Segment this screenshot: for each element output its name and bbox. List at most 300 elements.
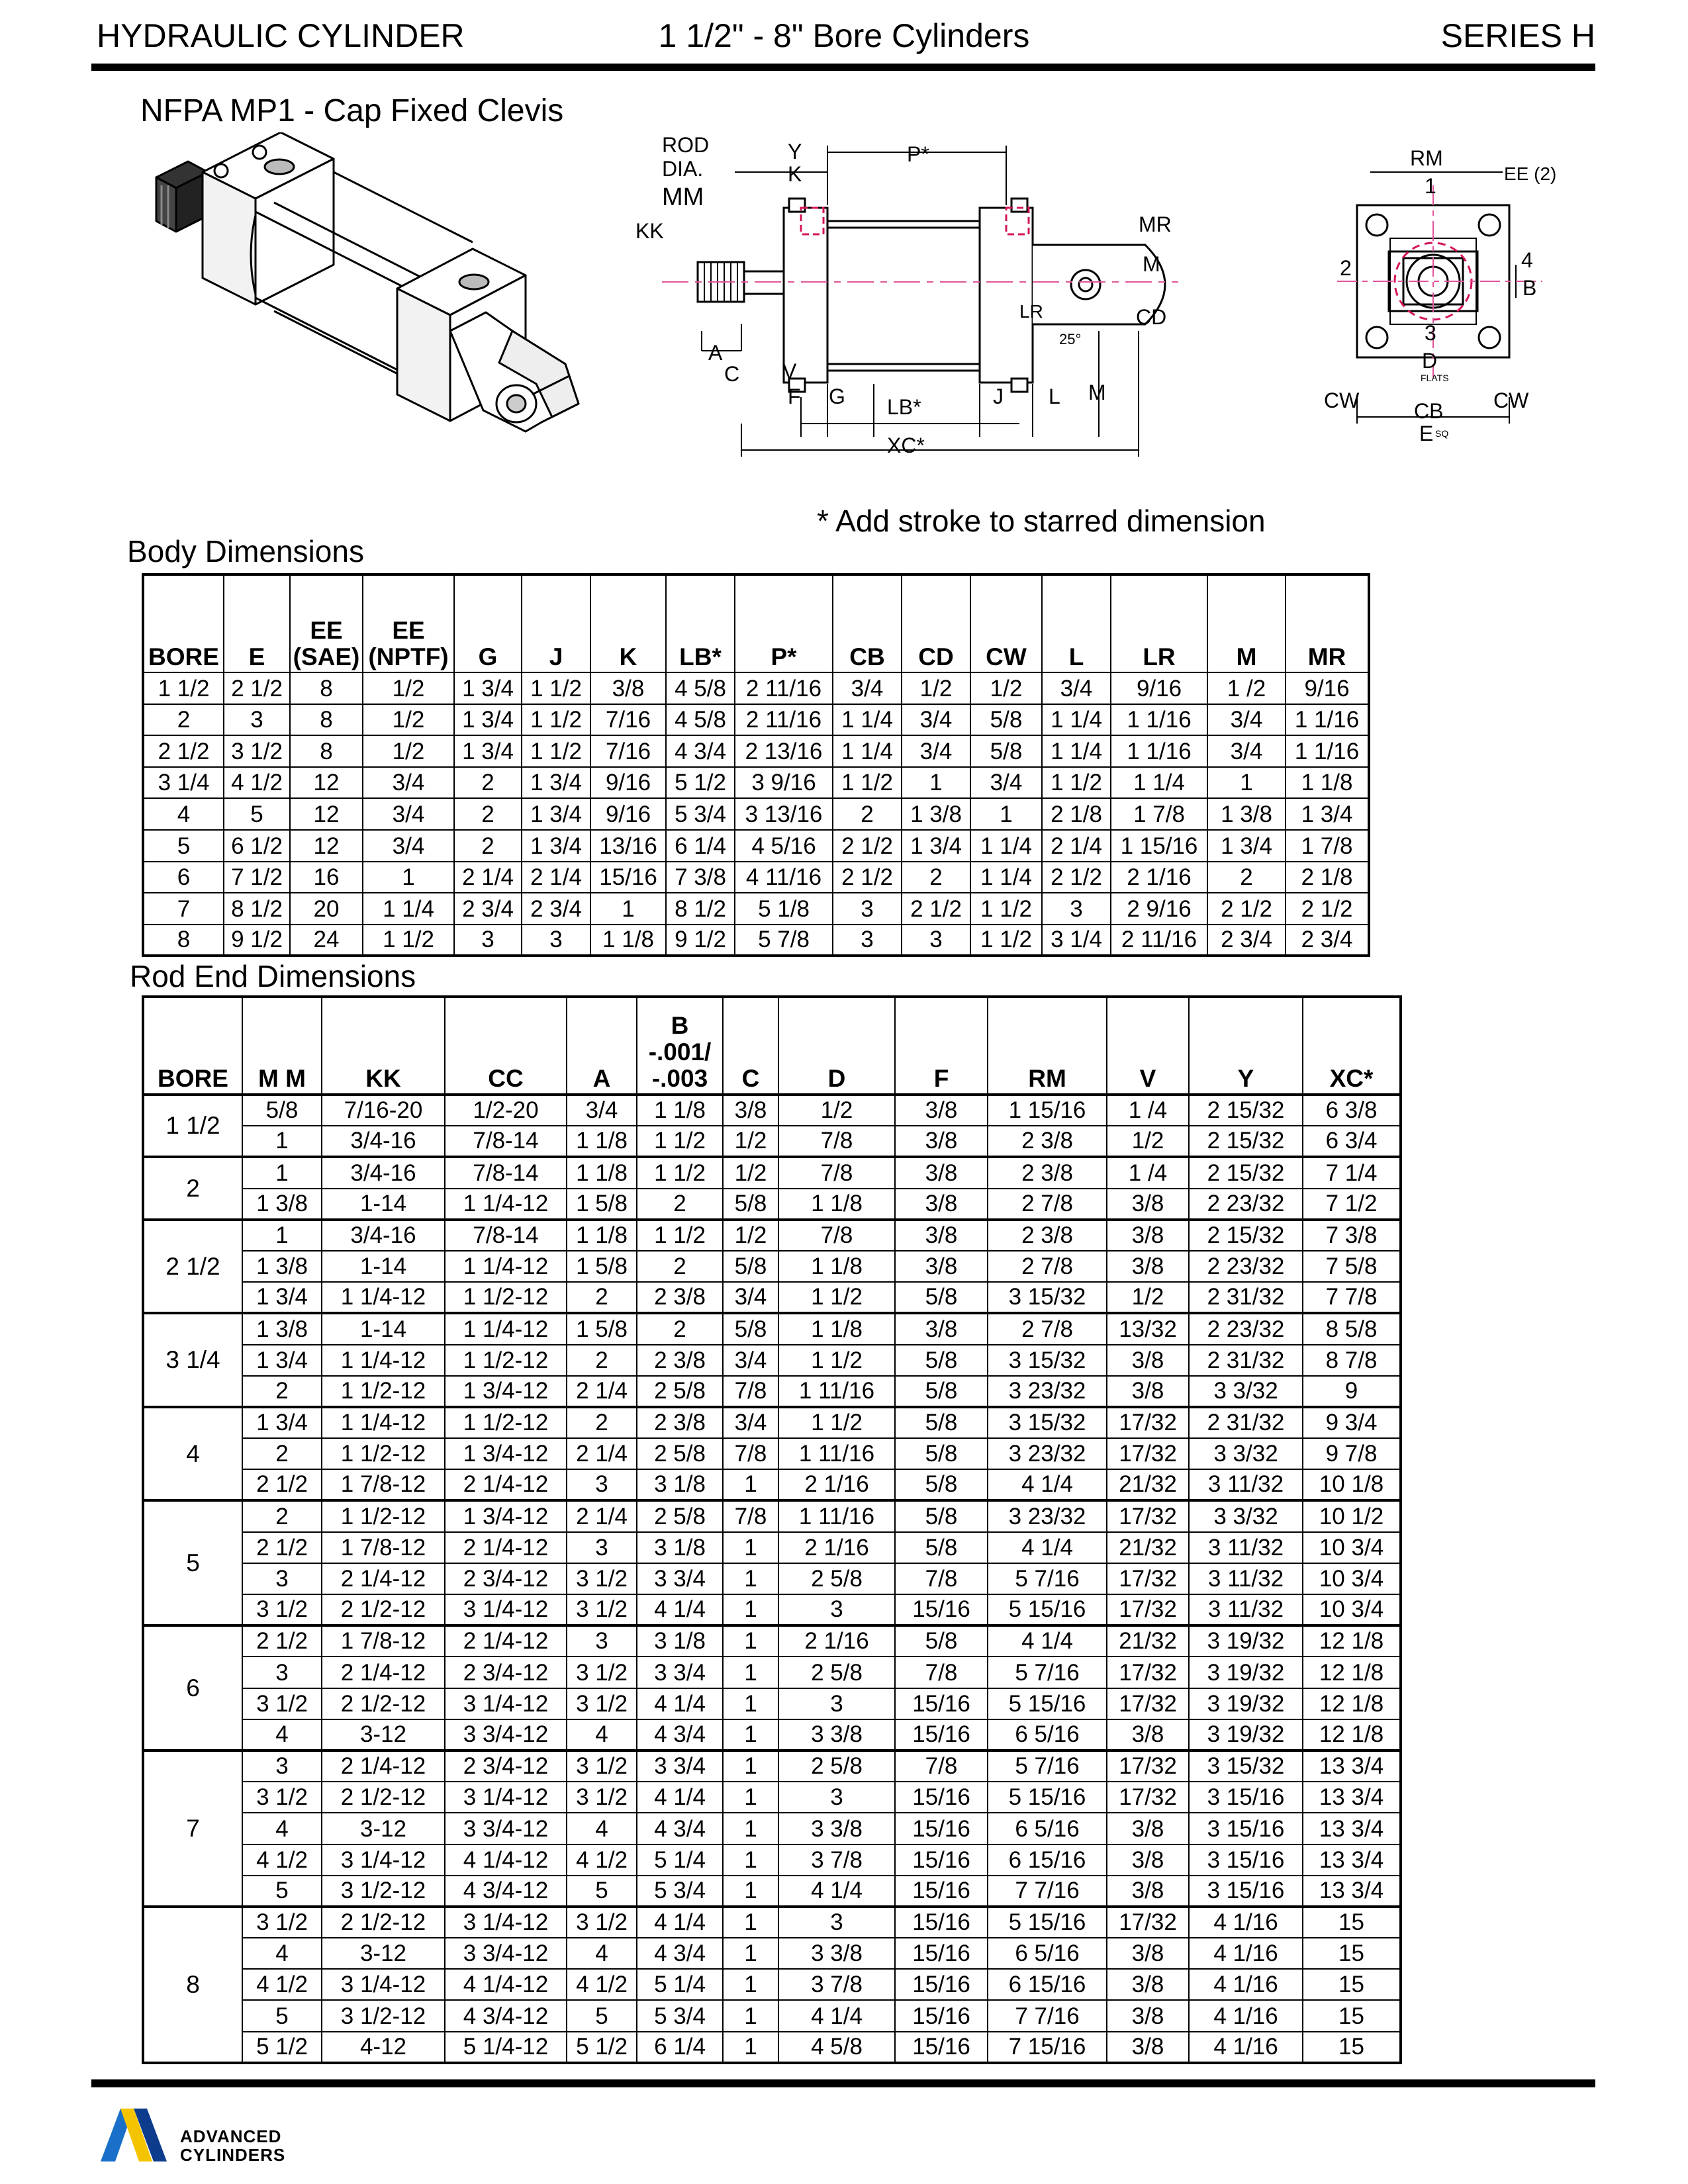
rod-value-cell: 1	[242, 1157, 322, 1188]
side-view-dimension-drawing	[635, 132, 1397, 463]
rod-table-row	[143, 1688, 1401, 1719]
rod-value-cell: 5 1/4	[637, 1969, 723, 2000]
label-v: V	[782, 359, 797, 383]
rod-value-cell: 2 1/4-12	[445, 1469, 567, 1500]
rod-value-cell: 3 3/32	[1189, 1500, 1303, 1531]
body-value-cell: 5/8	[970, 735, 1042, 767]
rod-table-row	[143, 1813, 1401, 1844]
rod-value-cell: 4	[567, 1938, 637, 1969]
body-value-cell: 1 1/2	[363, 925, 454, 956]
rod-value-cell: 2 1/2-12	[322, 1688, 445, 1719]
rod-value-cell: 5 3/4	[637, 1876, 723, 1907]
body-value-cell: 3/4	[1042, 672, 1111, 704]
body-col-header: G	[454, 574, 522, 672]
body-value-cell: 3 1/4	[1042, 925, 1111, 956]
end-label-1: 1	[1425, 174, 1436, 198]
rod-value-cell: 3 1/2	[567, 1657, 637, 1688]
body-value-cell: 1 1/4	[970, 830, 1042, 862]
body-value-cell: 3 1/2	[224, 735, 290, 767]
rod-value-cell: 5 15/16	[988, 1594, 1107, 1625]
body-table-row	[143, 767, 1369, 799]
body-value-cell: 1 1/4	[1042, 704, 1111, 736]
body-value-cell: 1 3/4	[454, 672, 522, 704]
rod-value-cell: 1	[723, 1907, 778, 1938]
rod-table-row	[143, 1095, 1401, 1126]
rod-value-cell: 3 1/2	[567, 1751, 637, 1782]
label-k: K	[788, 162, 802, 186]
rod-value-cell: 3/8	[1107, 1719, 1189, 1751]
rod-col-header: KK	[322, 997, 445, 1095]
label-c: C	[724, 362, 740, 386]
rod-value-cell: 2	[567, 1282, 637, 1313]
rod-value-cell: 1 1/2	[778, 1345, 895, 1376]
rod-value-cell: 6 3/4	[1303, 1126, 1401, 1157]
rod-value-cell: 2 1/4	[567, 1500, 637, 1531]
rod-value-cell: 3 1/8	[637, 1532, 723, 1563]
rod-value-cell: 3/8	[1107, 1189, 1189, 1220]
body-value-cell: 7 3/8	[666, 862, 735, 893]
rod-value-cell: 4 1/4-12	[445, 1844, 567, 1876]
body-value-cell: 3	[454, 925, 522, 956]
body-col-header: L	[1042, 574, 1111, 672]
rod-value-cell: 3/4	[723, 1345, 778, 1376]
rod-value-cell: 1	[723, 1938, 778, 1969]
rod-value-cell: 5/8	[895, 1345, 988, 1376]
rod-value-cell: 3/4-16	[322, 1220, 445, 1251]
body-value-cell: 2 3/4	[522, 893, 590, 925]
body-table-row	[143, 893, 1369, 925]
body-value-cell: 1 1/4	[1042, 735, 1111, 767]
rod-value-cell: 3 1/2	[567, 1688, 637, 1719]
rod-value-cell: 5/8	[242, 1095, 322, 1126]
rod-value-cell: 15/16	[895, 2000, 988, 2031]
rod-value-cell: 4	[242, 1938, 322, 1969]
body-value-cell: 1 7/8	[1286, 830, 1369, 862]
body-value-cell: 2 3/4	[454, 893, 522, 925]
rod-value-cell: 4 3/4-12	[445, 1876, 567, 1907]
body-value-cell: 16	[290, 862, 363, 893]
body-value-cell: 15/16	[590, 862, 666, 893]
rod-value-cell: 4 3/4-12	[445, 2000, 567, 2031]
rod-value-cell: 2 3/8	[988, 1126, 1107, 1157]
rod-value-cell: 13 3/4	[1303, 1876, 1401, 1907]
rod-value-cell: 3 1/4-12	[445, 1907, 567, 1938]
rod-value-cell: 2 1/2	[242, 1625, 322, 1657]
body-value-cell: 20	[290, 893, 363, 925]
rod-value-cell: 2	[242, 1438, 322, 1469]
rod-value-cell: 3 11/32	[1189, 1594, 1303, 1625]
rod-value-cell: 1-14	[322, 1313, 445, 1344]
rod-value-cell: 1 3/4-12	[445, 1500, 567, 1531]
body-value-cell: 1/2	[363, 672, 454, 704]
rod-value-cell: 1 1/2-12	[322, 1500, 445, 1531]
body-value-cell: 1	[902, 767, 970, 799]
body-col-header: CW	[970, 574, 1042, 672]
rod-value-cell: 1	[242, 1126, 322, 1157]
body-value-cell: 9/16	[1111, 672, 1207, 704]
rod-value-cell: 1 1/8	[778, 1251, 895, 1282]
body-value-cell: 2 1/8	[1042, 798, 1111, 830]
label-mr: MR	[1139, 212, 1172, 236]
body-value-cell: 3 13/16	[735, 798, 833, 830]
label-l: L	[1049, 385, 1060, 408]
rod-value-cell: 2 5/8	[637, 1500, 723, 1531]
rod-value-cell: 3 15/32	[988, 1345, 1107, 1376]
body-value-cell: 1 3/4	[522, 798, 590, 830]
rod-value-cell: 3 1/4-12	[322, 1969, 445, 2000]
rod-value-cell: 7 7/16	[988, 2000, 1107, 2031]
body-table-row	[143, 672, 1369, 704]
body-bore-cell: 3 1/4	[143, 767, 224, 799]
rod-value-cell: 5 7/16	[988, 1657, 1107, 1688]
rod-value-cell: 3-12	[322, 1938, 445, 1969]
rod-value-cell: 3 1/2-12	[322, 2000, 445, 2031]
rod-value-cell: 3/8	[895, 1251, 988, 1282]
rod-value-cell: 3 1/2	[242, 1907, 322, 1938]
rod-value-cell: 1 1/4-12	[322, 1407, 445, 1438]
rod-value-cell: 6 15/16	[988, 1969, 1107, 2000]
body-value-cell: 8 1/2	[666, 893, 735, 925]
body-value-cell: 1 1/4	[970, 862, 1042, 893]
rod-value-cell: 2 23/32	[1189, 1251, 1303, 1282]
body-value-cell: 4 1/2	[224, 767, 290, 799]
body-value-cell: 9 1/2	[666, 925, 735, 956]
rod-value-cell: 3/8	[895, 1189, 988, 1220]
rod-col-header: Y	[1189, 997, 1303, 1095]
body-value-cell: 5 1/2	[666, 767, 735, 799]
rod-value-cell: 15/16	[895, 1688, 988, 1719]
rod-value-cell: 2 1/4-12	[322, 1751, 445, 1782]
rod-value-cell: 5 3/4	[637, 2000, 723, 2031]
rod-value-cell: 1	[723, 1813, 778, 1844]
rod-value-cell: 17/32	[1107, 1407, 1189, 1438]
body-value-cell: 4 5/16	[735, 830, 833, 862]
rod-value-cell: 1 11/16	[778, 1500, 895, 1531]
rod-value-cell: 4 1/2	[567, 1844, 637, 1876]
rod-value-cell: 10 3/4	[1303, 1594, 1401, 1625]
rod-value-cell: 1 3/4-12	[445, 1438, 567, 1469]
footer-rule	[91, 2079, 1595, 2087]
rod-value-cell: 1 3/8	[242, 1313, 322, 1344]
rod-value-cell: 3 11/32	[1189, 1469, 1303, 1500]
body-value-cell: 1 1/2	[970, 925, 1042, 956]
body-col-header: CD	[902, 574, 970, 672]
body-value-cell: 1 3/4	[522, 830, 590, 862]
rod-value-cell: 1 11/16	[778, 1376, 895, 1407]
rod-value-cell: 6 5/16	[988, 1719, 1107, 1751]
rod-value-cell: 1/2	[723, 1157, 778, 1188]
rod-value-cell: 3/8	[1107, 1345, 1189, 1376]
body-value-cell: 1 1/2	[522, 704, 590, 736]
rod-value-cell: 9 7/8	[1303, 1438, 1401, 1469]
rod-value-cell: 7/8	[723, 1500, 778, 1531]
rod-bore-cell: 3 1/4	[143, 1313, 242, 1407]
isometric-cylinder-drawing	[142, 132, 625, 477]
rod-value-cell: 5/8	[895, 1532, 988, 1563]
rod-value-cell: 2 5/8	[637, 1376, 723, 1407]
body-value-cell: 1 1/2	[522, 672, 590, 704]
rod-value-cell: 10 1/8	[1303, 1469, 1401, 1500]
rod-value-cell: 2 1/2	[242, 1532, 322, 1563]
rod-value-cell: 1 1/2	[778, 1282, 895, 1313]
rod-value-cell: 15	[1303, 1907, 1401, 1938]
body-value-cell: 1 1/4	[1111, 767, 1207, 799]
rod-value-cell: 3	[778, 1907, 895, 1938]
rod-value-cell: 1 15/16	[988, 1095, 1107, 1126]
rod-value-cell: 4 1/4	[637, 1907, 723, 1938]
rod-value-cell: 2 5/8	[778, 1657, 895, 1688]
rod-value-cell: 1	[723, 1751, 778, 1782]
rod-value-cell: 3/8	[1107, 1251, 1189, 1282]
rod-value-cell: 2 15/32	[1189, 1095, 1303, 1126]
rod-value-cell: 1	[723, 1625, 778, 1657]
body-col-header: LR	[1111, 574, 1207, 672]
rod-value-cell: 21/32	[1107, 1625, 1189, 1657]
threaded-rod-end	[156, 161, 208, 232]
rod-value-cell: 2 1/4-12	[322, 1657, 445, 1688]
rod-value-cell: 2 31/32	[1189, 1407, 1303, 1438]
body-value-cell: 1/2	[363, 704, 454, 736]
rod-value-cell: 13/32	[1107, 1313, 1189, 1344]
body-value-cell: 2 11/16	[1111, 925, 1207, 956]
rod-value-cell: 5/8	[723, 1251, 778, 1282]
rod-value-cell: 2 3/4-12	[445, 1657, 567, 1688]
rod-value-cell: 5 7/16	[988, 1751, 1107, 1782]
body-value-cell: 2	[902, 862, 970, 893]
rod-value-cell: 3 1/4-12	[322, 1844, 445, 1876]
body-value-cell: 2 1/8	[1286, 862, 1369, 893]
rod-value-cell: 3	[242, 1657, 322, 1688]
rod-value-cell: 1	[723, 1469, 778, 1500]
body-value-cell: 1 1/16	[1111, 704, 1207, 736]
rod-value-cell: 2 3/8	[637, 1282, 723, 1313]
rod-table-row	[143, 1969, 1401, 2000]
rod-value-cell: 5 7/16	[988, 1563, 1107, 1594]
rod-table-row	[143, 1220, 1401, 1251]
rod-value-cell: 1 5/8	[567, 1189, 637, 1220]
rod-value-cell: 1 1/2	[637, 1126, 723, 1157]
rod-value-cell: 17/32	[1107, 1438, 1189, 1469]
rod-value-cell: 3/8	[1107, 1376, 1189, 1407]
body-col-header: MR	[1286, 574, 1369, 672]
rod-value-cell: 3 3/4-12	[445, 1938, 567, 1969]
rod-value-cell: 21/32	[1107, 1532, 1189, 1563]
body-value-cell: 1 1/2	[1042, 767, 1111, 799]
body-value-cell: 1 3/4	[1286, 798, 1369, 830]
rod-value-cell: 3 19/32	[1189, 1625, 1303, 1657]
rod-value-cell: 1	[242, 1220, 322, 1251]
body-value-cell: 2 11/16	[735, 672, 833, 704]
body-value-cell: 2 1/16	[1111, 862, 1207, 893]
body-value-cell: 3	[224, 704, 290, 736]
rod-bore-cell: 2	[143, 1157, 242, 1219]
rod-value-cell: 2	[242, 1500, 322, 1531]
rod-value-cell: 15/16	[895, 1969, 988, 2000]
body-col-header: J	[522, 574, 590, 672]
rod-table-row	[143, 1251, 1401, 1282]
rod-value-cell: 3/8	[1107, 1844, 1189, 1876]
rod-value-cell: 4-12	[322, 2032, 445, 2063]
rod-value-cell: 7 1/2	[1303, 1189, 1401, 1220]
rod-value-cell: 3 1/4-12	[445, 1688, 567, 1719]
rod-value-cell: 15	[1303, 2000, 1401, 2031]
rod-value-cell: 5/8	[895, 1282, 988, 1313]
rod-value-cell: 5/8	[895, 1469, 988, 1500]
rod-value-cell: 4 1/4	[988, 1532, 1107, 1563]
rod-end-dimensions-table	[142, 995, 1402, 2064]
rod-value-cell: 3 23/32	[988, 1376, 1107, 1407]
body-value-cell: 1 3/8	[1207, 798, 1286, 830]
body-value-cell: 8 1/2	[224, 893, 290, 925]
rod-value-cell: 5	[242, 1876, 322, 1907]
label-lb: LB*	[887, 395, 921, 419]
rod-value-cell: 2 1/2-12	[322, 1782, 445, 1813]
end-label-sq: SQ	[1435, 428, 1449, 439]
rod-value-cell: 1 1/4-12	[322, 1345, 445, 1376]
body-value-cell: 1	[970, 798, 1042, 830]
rod-table-row	[143, 1376, 1401, 1407]
rod-value-cell: 3 15/32	[988, 1407, 1107, 1438]
label-kk: KK	[635, 219, 664, 243]
body-value-cell: 2 3/4	[1207, 925, 1286, 956]
body-bore-cell: 4	[143, 798, 224, 830]
rod-value-cell: 15/16	[895, 1844, 988, 1876]
rod-value-cell: 3 3/32	[1189, 1438, 1303, 1469]
rod-value-cell: 1 5/8	[567, 1313, 637, 1344]
body-value-cell: 3	[833, 925, 902, 956]
rod-value-cell: 4 1/4	[988, 1469, 1107, 1500]
rod-col-header: B -.001/ -.003	[637, 997, 723, 1095]
body-value-cell: 3/4	[1207, 735, 1286, 767]
end-label-cw-left: CW	[1324, 388, 1360, 412]
rod-value-cell: 3 1/4-12	[445, 1594, 567, 1625]
rod-value-cell: 6 3/8	[1303, 1095, 1401, 1126]
rod-value-cell: 7/8	[895, 1657, 988, 1688]
rod-value-cell: 3 23/32	[988, 1500, 1107, 1531]
rod-value-cell: 3 15/16	[1189, 1813, 1303, 1844]
rod-value-cell: 3	[778, 1594, 895, 1625]
rod-value-cell: 3 3/4	[637, 1751, 723, 1782]
rod-value-cell: 2	[242, 1376, 322, 1407]
rod-value-cell: 15/16	[895, 2032, 988, 2063]
rod-value-cell: 3 15/16	[1189, 1782, 1303, 1813]
rod-value-cell: 12 1/8	[1303, 1719, 1401, 1751]
rod-value-cell: 7/8	[778, 1157, 895, 1188]
rod-value-cell: 3 1/2	[567, 1782, 637, 1813]
rod-value-cell: 17/32	[1107, 1657, 1189, 1688]
rod-value-cell: 17/32	[1107, 1500, 1189, 1531]
rod-value-cell: 10 3/4	[1303, 1563, 1401, 1594]
rod-value-cell: 7 15/16	[988, 2032, 1107, 2063]
rod-value-cell: 4 1/16	[1189, 1938, 1303, 1969]
rod-value-cell: 5 1/2	[567, 2032, 637, 2063]
rod-value-cell: 3 15/16	[1189, 1844, 1303, 1876]
rod-table-row	[143, 1844, 1401, 1876]
rod-value-cell: 3/8	[895, 1095, 988, 1126]
body-value-cell: 1 15/16	[1111, 830, 1207, 862]
label-g: G	[829, 385, 845, 408]
rod-table-row	[143, 1876, 1401, 1907]
rod-value-cell: 3/8	[895, 1157, 988, 1188]
rod-value-cell: 5	[567, 1876, 637, 1907]
rod-value-cell: 4 3/4	[637, 1813, 723, 1844]
rod-value-cell: 1	[723, 1563, 778, 1594]
rod-col-header: CC	[445, 997, 567, 1095]
rod-value-cell: 1	[723, 1719, 778, 1751]
rod-value-cell: 3 15/32	[1189, 1751, 1303, 1782]
body-value-cell: 4 11/16	[735, 862, 833, 893]
rod-value-cell: 1 7/8-12	[322, 1625, 445, 1657]
body-value-cell: 2 1/4	[454, 862, 522, 893]
rod-value-cell: 10 1/2	[1303, 1500, 1401, 1531]
body-value-cell: 3/4	[902, 704, 970, 736]
body-table-row	[143, 830, 1369, 862]
rod-value-cell: 1 5/8	[567, 1251, 637, 1282]
mount-style-title: NFPA MP1 - Cap Fixed Clevis	[140, 93, 564, 128]
body-value-cell: 1 1/16	[1111, 735, 1207, 767]
rod-table-row	[143, 1657, 1401, 1688]
rod-value-cell: 5/8	[895, 1376, 988, 1407]
body-bore-cell: 5	[143, 830, 224, 862]
rod-value-cell: 3/4-16	[322, 1126, 445, 1157]
rod-value-cell: 1 11/16	[778, 1438, 895, 1469]
end-label-cw-right: CW	[1493, 388, 1529, 412]
rod-value-cell: 3 19/32	[1189, 1688, 1303, 1719]
rod-value-cell: 2 3/8	[988, 1157, 1107, 1188]
rod-bore-cell: 6	[143, 1625, 242, 1751]
label-cd: CD	[1136, 305, 1167, 329]
rod-value-cell: 4	[567, 1813, 637, 1844]
rod-value-cell: 9 3/4	[1303, 1407, 1401, 1438]
rod-value-cell: 2 23/32	[1189, 1313, 1303, 1344]
rod-value-cell: 3 1/2	[242, 1688, 322, 1719]
rod-value-cell: 7/8-14	[445, 1157, 567, 1188]
rod-value-cell: 1 1/2	[637, 1157, 723, 1188]
rod-value-cell: 3	[242, 1751, 322, 1782]
rod-value-cell: 4 1/4	[988, 1625, 1107, 1657]
rod-value-cell: 4 1/4	[778, 2000, 895, 2031]
rod-value-cell: 1 1/2	[778, 1407, 895, 1438]
rod-value-cell: 3 19/32	[1189, 1719, 1303, 1751]
body-bore-cell: 2 1/2	[143, 735, 224, 767]
rod-value-cell: 13 3/4	[1303, 1782, 1401, 1813]
body-value-cell: 3	[833, 893, 902, 925]
rod-table-row	[143, 1282, 1401, 1313]
body-value-cell: 9/16	[590, 767, 666, 799]
rod-value-cell: 17/32	[1107, 1907, 1189, 1938]
body-value-cell: 1 3/4	[1207, 830, 1286, 862]
rod-value-cell: 2 3/8	[637, 1407, 723, 1438]
rod-value-cell: 15/16	[895, 1938, 988, 1969]
rod-value-cell: 12 1/8	[1303, 1657, 1401, 1688]
rod-value-cell: 3/8	[1107, 1220, 1189, 1251]
rod-value-cell: 3 1/2	[567, 1563, 637, 1594]
rod-value-cell: 1 /4	[1107, 1095, 1189, 1126]
body-value-cell: 4 5/8	[666, 672, 735, 704]
rod-bore-cell: 2 1/2	[143, 1220, 242, 1314]
rod-value-cell: 1-14	[322, 1251, 445, 1282]
rod-value-cell: 7 3/8	[1303, 1220, 1401, 1251]
rod-value-cell: 4	[242, 1719, 322, 1751]
rod-value-cell: 1 3/4	[242, 1282, 322, 1313]
rod-value-cell: 3 7/8	[778, 1844, 895, 1876]
rod-col-header: XC*	[1303, 997, 1401, 1095]
end-label-3: 3	[1425, 321, 1436, 345]
body-value-cell: 2	[454, 767, 522, 799]
rod-value-cell: 3 3/4	[637, 1657, 723, 1688]
rod-value-cell: 17/32	[1107, 1782, 1189, 1813]
rod-table-row	[143, 1438, 1401, 1469]
